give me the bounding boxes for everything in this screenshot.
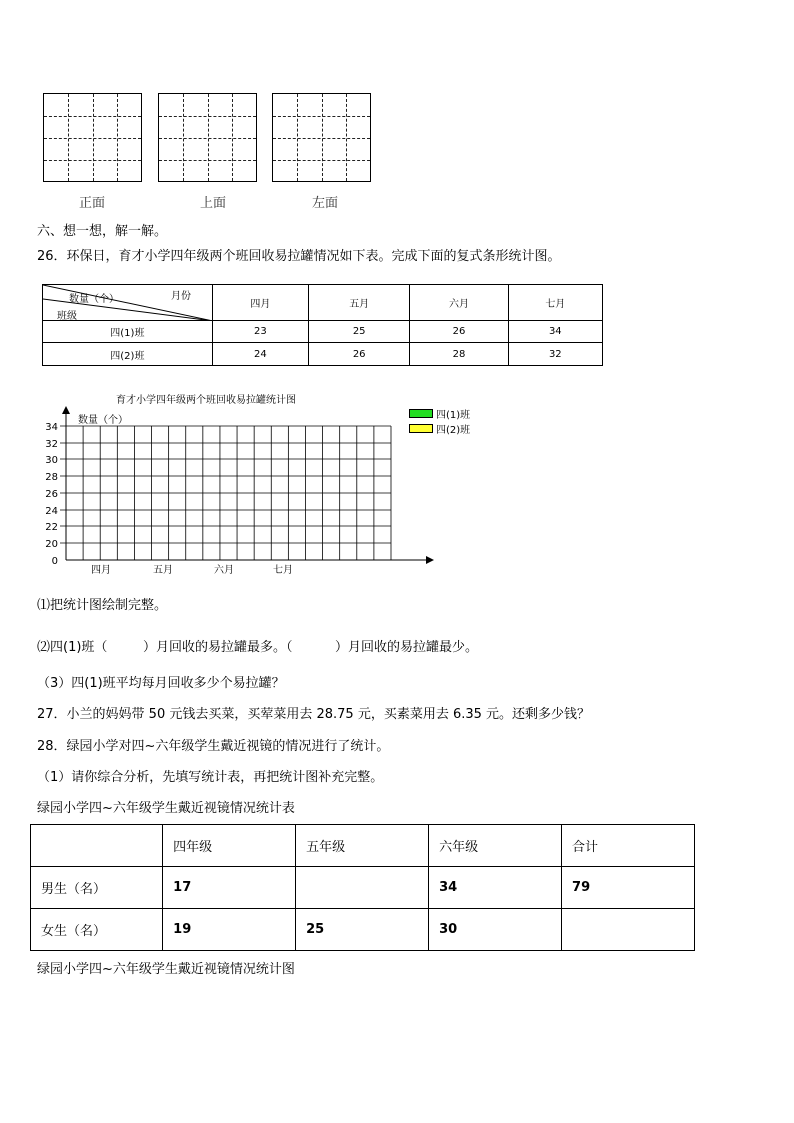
class-name: 四(1)班 (43, 321, 213, 343)
header-class: 班级 (57, 311, 77, 322)
row-label: 女生（名） (31, 909, 163, 951)
month-header: 五月 (309, 285, 410, 321)
table-cell-blank[interactable] (562, 909, 695, 951)
table-cell: 32 (508, 343, 602, 366)
y-tick-label: 30 (45, 455, 58, 466)
q26-sub2-part-a: ⑵四(1)班（ (37, 640, 108, 655)
table-row (31, 867, 695, 909)
y-tick-label: 22 (45, 522, 58, 533)
legend-label-class1: 四(1)班 (436, 410, 471, 421)
y-tick-label: 26 (45, 489, 58, 500)
x-category-label: 四月 (91, 565, 111, 576)
q28-sub1: （1）请你综合分析，先填写统计表，再把统计图补充完整。 (37, 770, 384, 785)
header-month: 月份 (171, 291, 191, 302)
table-cell: 34 (429, 867, 562, 909)
grade-header: 五年级 (296, 825, 429, 867)
y-tick-label: 24 (45, 506, 58, 517)
row-label: 男生（名） (31, 867, 163, 909)
q27-question: 27．小兰的妈妈带 50 元钱去买菜，买荤菜用去 28.75 元，买素菜用去 6.35 元。还剩多少钱？ (37, 707, 591, 722)
table-cell: 26 (309, 343, 410, 366)
top-view-label: 上面 (199, 196, 226, 211)
y-tick-label: 20 (45, 539, 58, 550)
table-row (31, 909, 695, 951)
q28-table-title: 绿园小学四~六年级学生戴近视镜情况统计表 (37, 801, 295, 816)
q26-sub1: ⑴把统计图绘制完整。 (37, 598, 168, 613)
class-name: 四(2)班 (43, 343, 213, 366)
table-cell: 19 (163, 909, 296, 951)
q26-sub3: （3）四(1)班平均每月回收多少个易拉罐？ (37, 676, 285, 691)
month-header: 四月 (212, 285, 308, 321)
y-axis-arrow (62, 406, 70, 414)
front-view-label: 正面 (78, 196, 105, 211)
q28-stats-table (30, 824, 695, 951)
legend-label-class2: 四(2)班 (436, 425, 471, 436)
table-corner (31, 825, 163, 867)
x-category-label: 五月 (153, 565, 173, 576)
table-cell: 23 (212, 321, 308, 343)
grade-header: 六年级 (429, 825, 562, 867)
chart-grid (60, 426, 391, 560)
q26-sub2-part-b: ）月回收的易拉罐最多。（ (143, 640, 293, 655)
table-cell: 25 (309, 321, 410, 343)
left-view-label: 左面 (311, 196, 338, 211)
q28-chart-title: 绿园小学四~六年级学生戴近视镜情况统计图 (37, 962, 295, 977)
q28-question: 28．绿园小学对四~六年级学生戴近视镜的情况进行了统计。 (37, 739, 390, 754)
table-cell: 24 (212, 343, 308, 366)
table-cell: 25 (296, 909, 429, 951)
header-quantity: 数量（个） (69, 294, 119, 305)
chart-ylabel: 数量（个） (78, 415, 128, 426)
y-tick-label: 34 (45, 422, 58, 433)
q26-question: 26．环保日，育才小学四年级两个班回收易拉罐情况如下表。完成下面的复式条形统计图。 (37, 249, 561, 264)
table-cell: 34 (508, 321, 602, 343)
grade-header: 四年级 (163, 825, 296, 867)
table-cell: 17 (163, 867, 296, 909)
y-tick-label: 0 (51, 556, 58, 567)
y-tick-label: 32 (45, 439, 58, 450)
q26-sub2-part-c: ）月回收的易拉罐最少。 (335, 640, 479, 655)
table-cell: 79 (562, 867, 695, 909)
table-cell-blank[interactable] (296, 867, 429, 909)
month-header: 六月 (410, 285, 508, 321)
section6-heading: 六、想一想，解一解。 (37, 224, 168, 239)
x-category-label: 七月 (273, 565, 293, 576)
table-cell: 30 (429, 909, 562, 951)
table-cell: 28 (410, 343, 508, 366)
total-header: 合计 (562, 825, 695, 867)
x-axis-arrow (426, 556, 434, 564)
chart-title: 育才小学四年级两个班回收易拉罐统计图 (116, 395, 296, 406)
chart-axes (62, 406, 434, 564)
table-cell: 26 (410, 321, 508, 343)
month-header: 七月 (508, 285, 602, 321)
x-category-label: 六月 (214, 565, 234, 576)
y-tick-label: 28 (45, 472, 58, 483)
